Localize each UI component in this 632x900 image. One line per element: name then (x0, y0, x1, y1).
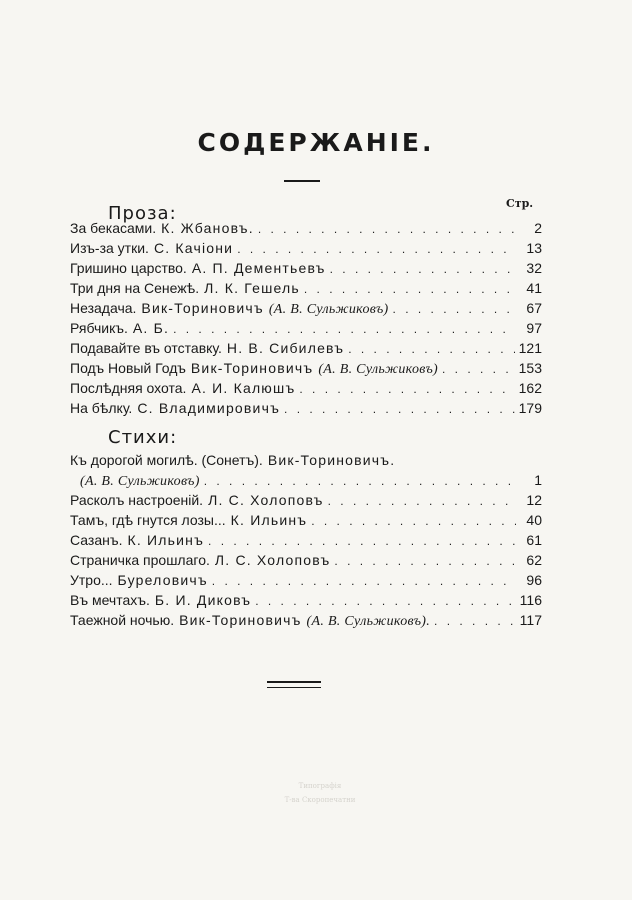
leader-dots (173, 322, 516, 336)
entry-title: Подъ Новый Годъ (70, 360, 186, 376)
toc-entry (70, 280, 542, 300)
entry-page: 162 (518, 380, 542, 396)
page-column-label: Стр. (506, 197, 534, 210)
end-divider (267, 681, 321, 683)
entry-author: Н. В. Сибилевъ (226, 340, 345, 356)
toc-entry (70, 452, 542, 472)
verse-heading: Стихи: (108, 427, 178, 448)
entry-author: К. Ильинъ (127, 532, 205, 548)
leader-dots (237, 242, 516, 256)
entry-title: Расколъ настроеній. (70, 492, 204, 508)
toc-entry (70, 400, 542, 420)
toc-entry (70, 512, 542, 532)
entry-page: 12 (526, 492, 542, 508)
entry-title: Страничка прошлаго. (70, 552, 210, 568)
entry-author: К. Ильинъ (230, 512, 308, 528)
entry-page: 116 (519, 592, 542, 608)
entry-author: Вик-Ториновичъ. (267, 452, 396, 468)
entry-title: Къ дорогой могилѣ. (Сонетъ). (70, 452, 263, 468)
leader-dots (311, 514, 516, 528)
leader-dots (212, 574, 516, 588)
entry-title: За бекасами. (70, 220, 157, 236)
toc-entry (70, 340, 542, 360)
entry-extra: (А. В. Сульжиковъ) (268, 302, 389, 317)
entry-page: 40 (526, 512, 542, 528)
page-title: СОДЕРЖАНІЕ. (197, 128, 435, 157)
entry-page: 96 (526, 572, 542, 588)
entry-extra: (А. В. Сульжиковъ). (306, 614, 431, 629)
toc-entry (70, 572, 542, 592)
entry-page: 2 (534, 220, 542, 236)
leader-dots (208, 534, 516, 548)
leader-dots (304, 282, 516, 296)
entry-title: Сазанъ. (70, 532, 123, 548)
entry-extra: (А. В. Сульжиковъ) (318, 362, 438, 377)
leader-dots (299, 382, 514, 396)
end-divider-thin (267, 687, 321, 688)
verse-toc (70, 452, 542, 632)
entry-author: А. Б. (132, 320, 170, 336)
entry-page: 67 (526, 300, 542, 316)
toc-entry (70, 592, 542, 612)
entry-title: Незадача. (70, 300, 137, 316)
toc-entry (70, 612, 542, 632)
leader-dots (434, 614, 516, 628)
toc-entry (70, 300, 542, 320)
entry-title: Рябчикъ. (70, 320, 128, 336)
entry-page: 1 (534, 472, 542, 488)
entry-page: 61 (526, 532, 542, 548)
leader-dots (255, 594, 515, 608)
prose-heading: Проза: (108, 203, 177, 224)
entry-title: Таежной ночью. (70, 612, 175, 628)
bleed-through-text: Типографія (298, 782, 342, 790)
entry-author: Л. К. Гешель (204, 280, 300, 296)
leader-dots (204, 474, 516, 488)
entry-page: 41 (526, 280, 542, 296)
entry-page: 117 (519, 612, 542, 628)
entry-title: Тамъ, гдѣ гнутся лозы... (70, 512, 226, 528)
entry-title: Послѣдняя охота. (70, 380, 187, 396)
leader-dots (258, 222, 516, 236)
leader-dots (334, 554, 516, 568)
entry-page: 97 (526, 320, 542, 336)
entry-page: 121 (518, 340, 542, 356)
toc-entry-continuation (70, 472, 542, 492)
leader-dots (284, 402, 515, 416)
leader-dots (442, 362, 515, 376)
entry-page: 13 (526, 240, 542, 256)
leader-dots (330, 262, 516, 276)
toc-entry (70, 220, 542, 240)
entry-title: Гришино царство. (70, 260, 187, 276)
entry-author: Вик-Ториновичъ (179, 612, 302, 628)
toc-entry (70, 320, 542, 340)
entry-author: Л. С. Холоповъ (214, 552, 331, 568)
leader-dots (393, 302, 516, 316)
toc-entry (70, 240, 542, 260)
leader-dots (328, 494, 516, 508)
bleed-through-text: Т-ва Скоропечатни (284, 796, 356, 804)
toc-entry (70, 552, 542, 572)
entry-page: 32 (526, 260, 542, 276)
prose-toc (70, 220, 542, 420)
entry-author: Буреловичъ (117, 572, 208, 588)
toc-entry (70, 492, 542, 512)
entry-extra: (А. В. Сульжиковъ) (80, 474, 200, 489)
entry-author: Л. С. Холоповъ (208, 492, 324, 508)
entry-title: Въ мечтахъ. (70, 592, 150, 608)
entry-author: С. Качіони (153, 240, 234, 256)
entry-title: Изъ-за утки. (70, 240, 149, 256)
entry-title: Три дня на Сенежѣ. (70, 280, 200, 296)
entry-author: Вик-Ториновичъ (141, 300, 264, 316)
leader-dots (348, 342, 514, 356)
entry-author: Вик-Ториновичъ (190, 360, 314, 376)
entry-title: На бѣлку. (70, 400, 133, 416)
entry-page: 179 (518, 400, 542, 416)
entry-author: К. Жбановъ. (161, 220, 254, 236)
entry-title: Подавайте въ отставку. (70, 340, 222, 356)
toc-entry (70, 532, 542, 552)
entry-page: 153 (518, 360, 542, 376)
toc-entry (70, 260, 542, 280)
entry-author: А. И. Калюшъ (191, 380, 296, 396)
entry-author: А. П. Дементьевъ (191, 260, 326, 276)
toc-entry (70, 360, 542, 380)
title-divider (284, 180, 320, 182)
entry-author: С. Владимировичъ (137, 400, 281, 416)
entry-author: Б. И. Диковъ (154, 592, 252, 608)
toc-entry (70, 380, 542, 400)
entry-page: 62 (526, 552, 542, 568)
entry-title: Утро... (70, 572, 113, 588)
